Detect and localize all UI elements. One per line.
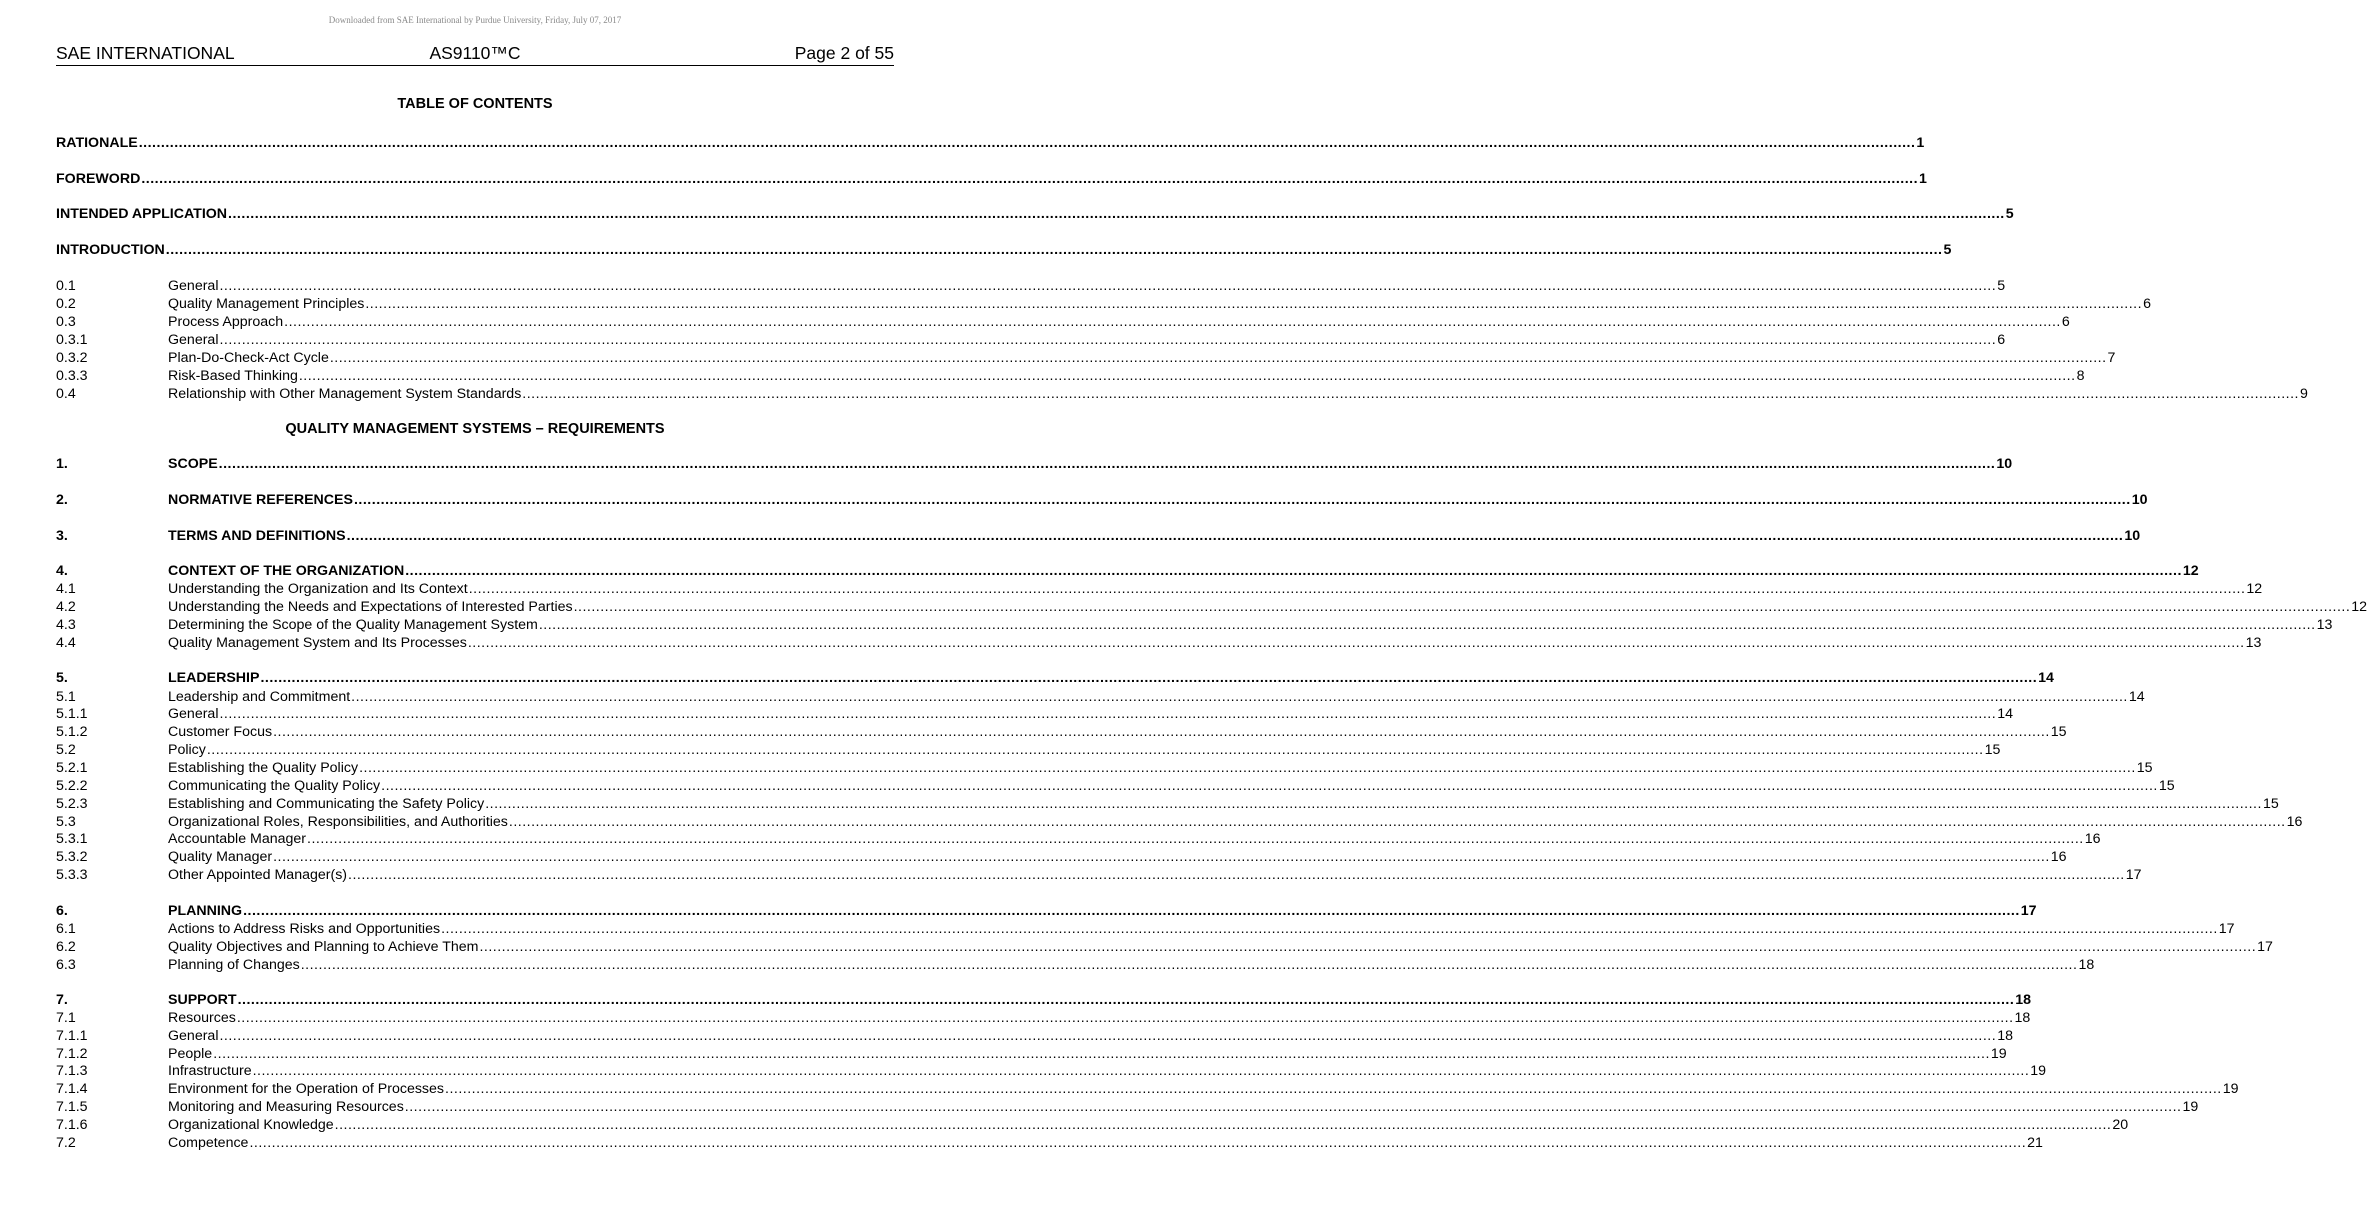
toc-entry-page: 7 bbox=[2107, 350, 2116, 366]
toc-entry-title: CONTEXT OF THE ORGANIZATION bbox=[168, 563, 405, 579]
toc-entry-number: 5.2.3 bbox=[56, 796, 88, 812]
toc-entry-page: 1 bbox=[1916, 135, 1925, 151]
toc-entry-title: General bbox=[168, 1028, 219, 1044]
toc-entry-page: 18 bbox=[2015, 992, 2032, 1008]
toc-entry[interactable] bbox=[56, 580, 2263, 598]
toc-entry[interactable] bbox=[56, 1134, 2043, 1152]
dot-leader: ................................................................................................................................................................................................................................................................................................................................................................................................................ bbox=[273, 849, 2050, 865]
toc-entry-page: 17 bbox=[2125, 867, 2142, 883]
toc-entry-title: INTRODUCTION bbox=[56, 242, 165, 258]
toc-entry-number: 4.1 bbox=[56, 581, 76, 597]
toc-entry[interactable] bbox=[56, 1098, 2199, 1116]
toc-entry-title: Risk-Based Thinking bbox=[168, 368, 298, 384]
toc-entry-number: 5.3.3 bbox=[56, 867, 88, 883]
dot-leader: ................................................................................................................................................................................................................................................................................................................................................................................................................ bbox=[441, 921, 2218, 937]
toc-entry-number: 1. bbox=[56, 456, 68, 472]
toc-entry-page: 14 bbox=[1997, 706, 2013, 722]
toc-entry-number: 6. bbox=[56, 903, 68, 919]
toc-entry[interactable] bbox=[56, 920, 2235, 938]
toc-entry-title: SUPPORT bbox=[168, 992, 237, 1008]
toc-entry-number: 5.2 bbox=[56, 742, 76, 758]
toc-entry-title: Communicating the Quality Policy bbox=[168, 778, 381, 794]
toc-entry[interactable] bbox=[56, 1009, 2031, 1027]
toc-entry-page: 10 bbox=[2124, 528, 2141, 544]
dot-leader: ................................................................................................................................................................................................................................................................................................................................................................................................................ bbox=[236, 1010, 2014, 1026]
toc-entry[interactable] bbox=[56, 723, 2067, 741]
toc-entry-page: 14 bbox=[2128, 689, 2145, 705]
dot-leader: ................................................................................................................................................................................................................................................................................................................................................................................................................ bbox=[485, 796, 2262, 812]
toc-entry-number: 6.1 bbox=[56, 921, 76, 937]
toc-entry-number: 5.3 bbox=[56, 814, 76, 830]
toc-entry-number: 0.3.3 bbox=[56, 368, 88, 384]
toc-entry-title: Plan-Do-Check-Act Cycle bbox=[168, 350, 329, 366]
toc-entry[interactable] bbox=[56, 349, 2116, 367]
dot-leader: ................................................................................................................................................................................................................................................................................................................................................................................................................ bbox=[141, 171, 1919, 187]
toc-entry-number: 0.2 bbox=[56, 296, 76, 312]
toc-entry-title: Relationship with Other Management System Standards bbox=[168, 386, 522, 402]
toc-entry-number: 7.1 bbox=[56, 1010, 76, 1026]
toc-entry-page: 10 bbox=[1996, 456, 2013, 472]
dot-leader: ................................................................................................................................................................................................................................................................................................................................................................................................................ bbox=[329, 350, 2107, 366]
toc-entry-page: 19 bbox=[1990, 1046, 2007, 1062]
toc-entry-title: Quality Management Principles bbox=[168, 296, 365, 312]
dot-leader: ................................................................................................................................................................................................................................................................................................................................................................................................................ bbox=[334, 1117, 2112, 1133]
toc-entry-title: Policy bbox=[168, 742, 206, 758]
toc-entry-page: 8 bbox=[2076, 368, 2085, 384]
dot-leader: ................................................................................................................................................................................................................................................................................................................................................................................................................ bbox=[219, 706, 1997, 722]
toc-entry-page: 19 bbox=[2030, 1063, 2047, 1079]
toc-entry-page: 1 bbox=[1919, 171, 1927, 187]
toc-entry[interactable] bbox=[56, 562, 2199, 580]
dot-leader: ................................................................................................................................................................................................................................................................................................................................................................................................................ bbox=[138, 135, 1916, 151]
toc-entry[interactable] bbox=[56, 527, 2141, 545]
toc-entry-title: SCOPE bbox=[168, 456, 218, 472]
toc-entry-number: 5.1.2 bbox=[56, 724, 88, 740]
dot-leader: ................................................................................................................................................................................................................................................................................................................................................................................................................ bbox=[219, 1028, 1997, 1044]
dot-leader: ................................................................................................................................................................................................................................................................................................................................................................................................................ bbox=[359, 760, 2136, 776]
toc-entry-number: 0.3 bbox=[56, 314, 76, 330]
toc-entry-title: Establishing and Communicating the Safety Policy bbox=[168, 796, 485, 812]
toc-entry-page: 18 bbox=[2014, 1010, 2031, 1026]
dot-leader: ................................................................................................................................................................................................................................................................................................................................................................................................................ bbox=[284, 314, 2061, 330]
dot-leader: ................................................................................................................................................................................................................................................................................................................................................................................................................ bbox=[260, 670, 2038, 686]
toc-entry-number: 5.2.2 bbox=[56, 778, 88, 794]
toc-entry[interactable] bbox=[56, 1045, 2007, 1063]
page-number: Page 2 of 55 bbox=[794, 43, 894, 63]
toc-entry-title: Infrastructure bbox=[168, 1063, 252, 1079]
toc-entry-title: Planning of Changes bbox=[168, 957, 300, 973]
dot-leader: ................................................................................................................................................................................................................................................................................................................................................................................................................ bbox=[218, 456, 1996, 472]
toc-entry-number: 0.3.2 bbox=[56, 350, 88, 366]
dot-leader: ................................................................................................................................................................................................................................................................................................................................................................................................................ bbox=[479, 939, 2257, 955]
toc-entry-title: Actions to Address Risks and Opportunities bbox=[168, 921, 441, 937]
table-of-contents bbox=[56, 0, 2367, 1230]
toc-entry-number: 7.1.1 bbox=[56, 1028, 88, 1044]
toc-entry[interactable] bbox=[56, 866, 2142, 884]
dot-leader: ................................................................................................................................................................................................................................................................................................................................................................................................................ bbox=[206, 742, 1984, 758]
dot-leader: ................................................................................................................................................................................................................................................................................................................................................................................................................ bbox=[273, 724, 2050, 740]
toc-entry-title: RATIONALE bbox=[56, 135, 138, 151]
dot-leader: ................................................................................................................................................................................................................................................................................................................................................................................................................ bbox=[405, 563, 2182, 579]
dot-leader: ................................................................................................................................................................................................................................................................................................................................................................................................................ bbox=[404, 1099, 2182, 1115]
toc-entry-number: 0.3.1 bbox=[56, 332, 88, 348]
toc-entry-title: NORMATIVE REFERENCES bbox=[168, 492, 353, 508]
toc-entry-page: 13 bbox=[2245, 635, 2262, 651]
toc-entry-title: Resources bbox=[168, 1010, 236, 1026]
toc-entry-title: Leadership and Commitment bbox=[168, 689, 351, 705]
dot-leader: ................................................................................................................................................................................................................................................................................................................................................................................................................ bbox=[228, 206, 2005, 222]
toc-entry[interactable] bbox=[56, 688, 2145, 706]
toc-entry-number: 3. bbox=[56, 528, 68, 544]
dot-leader: ................................................................................................................................................................................................................................................................................................................................................................................................................ bbox=[165, 242, 1943, 258]
toc-entry[interactable] bbox=[56, 170, 1927, 188]
toc-entry-page: 20 bbox=[2112, 1117, 2129, 1133]
toc-entry-title: Process Approach bbox=[168, 314, 284, 330]
toc-entry-page: 15 bbox=[2050, 724, 2067, 740]
toc-entry-number: 0.1 bbox=[56, 278, 76, 294]
toc-entry-page: 19 bbox=[2182, 1099, 2199, 1115]
toc-entry-number: 4.4 bbox=[56, 635, 76, 651]
toc-entry-title: General bbox=[168, 278, 219, 294]
toc-entry[interactable] bbox=[56, 813, 2303, 831]
toc-entry-title: Accountable Manager bbox=[168, 831, 307, 847]
dot-leader: ................................................................................................................................................................................................................................................................................................................................................................................................................ bbox=[351, 689, 2128, 705]
toc-entry[interactable] bbox=[56, 741, 2001, 759]
toc-entry[interactable] bbox=[56, 277, 2006, 295]
toc-entry-number: 4. bbox=[56, 563, 68, 579]
toc-entry[interactable] bbox=[56, 385, 2308, 403]
toc-entry-number: 5. bbox=[56, 670, 68, 686]
toc-entry-page: 5 bbox=[2005, 206, 2014, 222]
toc-entry-title: Environment for the Operation of Processes bbox=[168, 1081, 445, 1097]
toc-entry-number: 7.1.5 bbox=[56, 1099, 88, 1115]
toc-entry-title: Quality Objectives and Planning to Achieve Them bbox=[168, 939, 479, 955]
dot-leader: ................................................................................................................................................................................................................................................................................................................................................................................................................ bbox=[538, 617, 2316, 633]
toc-entry[interactable] bbox=[56, 759, 2153, 777]
toc-entry-page: 17 bbox=[2218, 921, 2235, 937]
dot-leader: ................................................................................................................................................................................................................................................................................................................................................................................................................ bbox=[346, 528, 2124, 544]
dot-leader: ................................................................................................................................................................................................................................................................................................................................................................................................................ bbox=[249, 1135, 2027, 1151]
dot-leader: ................................................................................................................................................................................................................................................................................................................................................................................................................ bbox=[243, 903, 2020, 919]
dot-leader: ................................................................................................................................................................................................................................................................................................................................................................................................................ bbox=[300, 957, 2078, 973]
toc-entry-page: 17 bbox=[2020, 903, 2037, 919]
toc-entry[interactable] bbox=[56, 938, 2273, 956]
toc-entry[interactable] bbox=[56, 705, 2013, 723]
toc-entry-page: 12 bbox=[2351, 599, 2367, 615]
toc-entry[interactable] bbox=[56, 991, 2032, 1009]
section-heading: QUALITY MANAGEMENT SYSTEMS – REQUIREMENTS bbox=[285, 421, 665, 437]
dot-leader: ................................................................................................................................................................................................................................................................................................................................................................................................................ bbox=[348, 867, 2125, 883]
toc-entry-number: 5.2.1 bbox=[56, 760, 88, 776]
toc-entry-number: 7.2 bbox=[56, 1135, 76, 1151]
toc-entry-title: Understanding the Needs and Expectations of Interested Parties bbox=[168, 599, 573, 615]
toc-entry-title: PLANNING bbox=[168, 903, 243, 919]
toc-entry[interactable] bbox=[56, 313, 2070, 331]
toc-entry-title: Competence bbox=[168, 1135, 249, 1151]
dot-leader: ................................................................................................................................................................................................................................................................................................................................................................................................................ bbox=[219, 278, 1997, 294]
toc-entry-page: 9 bbox=[2300, 386, 2308, 402]
toc-entry[interactable] bbox=[56, 205, 2014, 223]
toc-entry[interactable] bbox=[56, 1062, 2047, 1080]
toc-entry[interactable] bbox=[56, 134, 1925, 152]
toc-entry-page: 12 bbox=[2246, 581, 2263, 597]
toc-entry-title: Understanding the Organization and Its Context bbox=[168, 581, 468, 597]
download-watermark: Downloaded from SAE International by Purdue University, Friday, July 07, 2017 bbox=[328, 15, 622, 25]
dot-leader: ................................................................................................................................................................................................................................................................................................................................................................................................................ bbox=[252, 1063, 2030, 1079]
toc-entry[interactable] bbox=[56, 830, 2101, 848]
toc-entry-title: Monitoring and Measuring Resources bbox=[168, 1099, 404, 1115]
toc-entry[interactable] bbox=[56, 455, 2013, 473]
toc-entry[interactable] bbox=[56, 956, 2095, 974]
dot-leader: ................................................................................................................................................................................................................................................................................................................................................................................................................ bbox=[353, 492, 2131, 508]
toc-entry-title: Determining the Scope of the Quality Management System bbox=[168, 617, 538, 633]
dot-leader: ................................................................................................................................................................................................................................................................................................................................................................................................................ bbox=[237, 992, 2015, 1008]
dot-leader: ................................................................................................................................................................................................................................................................................................................................................................................................................ bbox=[381, 778, 2158, 794]
toc-entry-page: 16 bbox=[2286, 814, 2303, 830]
dot-leader: ................................................................................................................................................................................................................................................................................................................................................................................................................ bbox=[307, 831, 2084, 847]
toc-entry-title: TERMS AND DEFINITIONS bbox=[168, 528, 346, 544]
toc-entry[interactable] bbox=[56, 241, 1952, 259]
toc-entry-page: 5 bbox=[1997, 278, 2006, 294]
toc-entry-title: Organizational Knowledge bbox=[168, 1117, 334, 1133]
toc-entry[interactable] bbox=[56, 902, 2037, 920]
toc-entry-page: 16 bbox=[2084, 831, 2101, 847]
toc-entry-number: 2. bbox=[56, 492, 68, 508]
toc-entry-number: 5.1.1 bbox=[56, 706, 88, 722]
dot-leader: ................................................................................................................................................................................................................................................................................................................................................................................................................ bbox=[573, 599, 2351, 615]
toc-entry-title: Quality Manager bbox=[168, 849, 273, 865]
toc-entry-title: General bbox=[168, 332, 219, 348]
publisher-name: SAE INTERNATIONAL bbox=[56, 43, 235, 63]
dot-leader: ................................................................................................................................................................................................................................................................................................................................................................................................................ bbox=[298, 368, 2076, 384]
toc-entry[interactable] bbox=[56, 491, 2148, 509]
toc-entry[interactable] bbox=[56, 669, 2054, 687]
toc-entry-number: 7.1.3 bbox=[56, 1063, 88, 1079]
toc-entry[interactable] bbox=[56, 1080, 2239, 1098]
toc-entry-page: 21 bbox=[2027, 1135, 2043, 1151]
toc-entry-page: 17 bbox=[2257, 939, 2273, 955]
toc-entry-number: 7.1.6 bbox=[56, 1117, 88, 1133]
toc-entry-number: 5.1 bbox=[56, 689, 76, 705]
toc-entry-number: 7.1.2 bbox=[56, 1046, 88, 1062]
dot-leader: ................................................................................................................................................................................................................................................................................................................................................................................................................ bbox=[522, 386, 2299, 402]
document-number: AS9110™C bbox=[429, 43, 521, 63]
toc-entry-number: 7. bbox=[56, 992, 68, 1008]
toc-entry-title: General bbox=[168, 706, 219, 722]
toc-entry[interactable] bbox=[56, 1116, 2129, 1134]
dot-leader: ................................................................................................................................................................................................................................................................................................................................................................................................................ bbox=[445, 1081, 2222, 1097]
toc-entry-number: 4.2 bbox=[56, 599, 76, 615]
dot-leader: ................................................................................................................................................................................................................................................................................................................................................................................................................ bbox=[468, 581, 2246, 597]
toc-entry-number: 7.1.4 bbox=[56, 1081, 88, 1097]
toc-entry-title: Other Appointed Manager(s) bbox=[168, 867, 348, 883]
toc-entry-title: FOREWORD bbox=[56, 171, 141, 187]
toc-entry-page: 14 bbox=[2038, 670, 2054, 686]
dot-leader: ................................................................................................................................................................................................................................................................................................................................................................................................................ bbox=[508, 814, 2286, 830]
toc-entry[interactable] bbox=[56, 848, 2067, 866]
toc-entry-title: Quality Management System and Its Processes bbox=[168, 635, 467, 651]
toc-entry-page: 12 bbox=[2182, 563, 2199, 579]
dot-leader: ................................................................................................................................................................................................................................................................................................................................................................................................................ bbox=[213, 1046, 1990, 1062]
toc-entry[interactable] bbox=[56, 616, 2333, 634]
toc-entry-number: 6.2 bbox=[56, 939, 76, 955]
toc-entry-page: 15 bbox=[1984, 742, 2001, 758]
toc-entry-title: INTENDED APPLICATION bbox=[56, 206, 228, 222]
toc-entry-page: 19 bbox=[2222, 1081, 2239, 1097]
toc-entry[interactable] bbox=[56, 795, 2279, 813]
toc-entry-title: People bbox=[168, 1046, 213, 1062]
toc-entry-page: 13 bbox=[2316, 617, 2333, 633]
toc-entry-page: 5 bbox=[1943, 242, 1952, 258]
toc-entry[interactable] bbox=[56, 367, 2085, 385]
dot-leader: ................................................................................................................................................................................................................................................................................................................................................................................................................ bbox=[219, 332, 1997, 348]
toc-entry-number: 6.3 bbox=[56, 957, 76, 973]
toc-entry-page: 16 bbox=[2050, 849, 2067, 865]
toc-entry-page: 6 bbox=[1997, 332, 2006, 348]
toc-entry[interactable] bbox=[56, 598, 2367, 616]
toc-entry-page: 6 bbox=[2061, 314, 2070, 330]
toc-entry-number: 0.4 bbox=[56, 386, 76, 402]
toc-entry-page: 18 bbox=[1997, 1028, 2013, 1044]
toc-entry-title: Establishing the Quality Policy bbox=[168, 760, 359, 776]
toc-entry[interactable] bbox=[56, 331, 2006, 349]
toc-entry[interactable] bbox=[56, 1027, 2013, 1045]
toc-entry-page: 15 bbox=[2158, 778, 2175, 794]
toc-entry-number: 5.3.1 bbox=[56, 831, 88, 847]
toc-entry-title: Organizational Roles, Responsibilities, and Authorities bbox=[168, 814, 508, 830]
dot-leader: ................................................................................................................................................................................................................................................................................................................................................................................................................ bbox=[467, 635, 2245, 651]
toc-entry[interactable] bbox=[56, 777, 2175, 795]
toc-title: TABLE OF CONTENTS bbox=[397, 96, 553, 112]
toc-entry-number: 4.3 bbox=[56, 617, 76, 633]
toc-entry-page: 10 bbox=[2131, 492, 2148, 508]
toc-entry-page: 6 bbox=[2143, 296, 2151, 312]
toc-entry-page: 15 bbox=[2136, 760, 2153, 776]
toc-entry-page: 15 bbox=[2262, 796, 2279, 812]
toc-entry-page: 18 bbox=[2078, 957, 2095, 973]
toc-entry-title: Customer Focus bbox=[168, 724, 273, 740]
toc-entry-title: LEADERSHIP bbox=[168, 670, 260, 686]
toc-entry[interactable] bbox=[56, 634, 2262, 652]
toc-entry[interactable] bbox=[56, 295, 2151, 313]
dot-leader: ................................................................................................................................................................................................................................................................................................................................................................................................................ bbox=[365, 296, 2143, 312]
toc-entry-number: 5.3.2 bbox=[56, 849, 88, 865]
